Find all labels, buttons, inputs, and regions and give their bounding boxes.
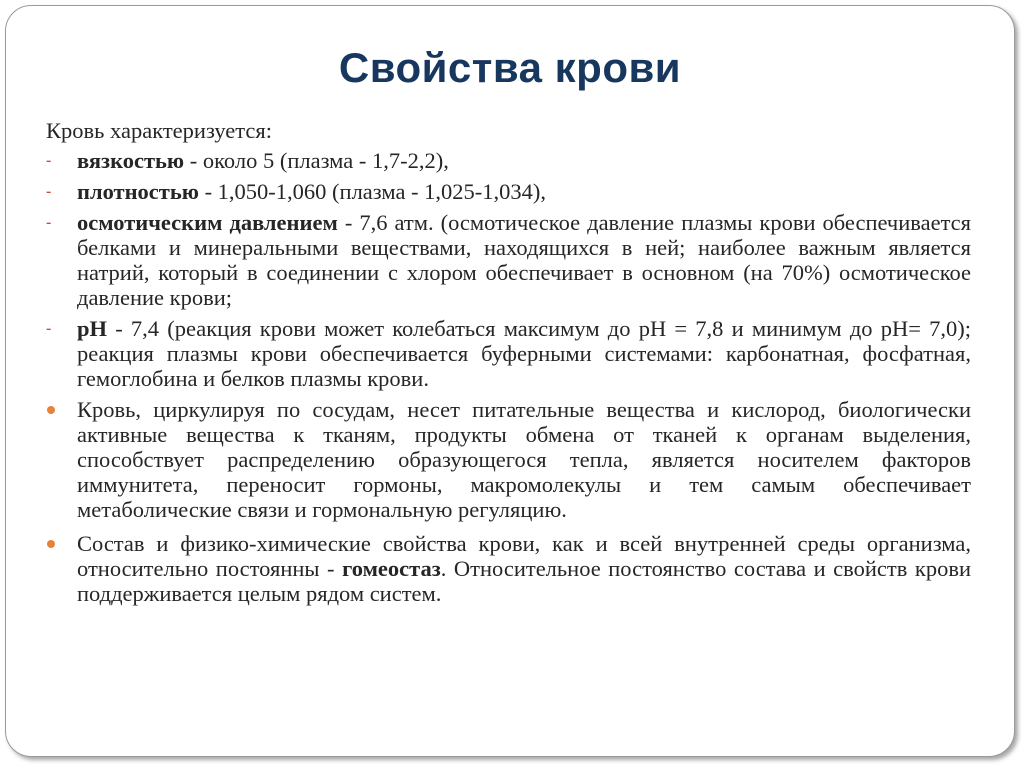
bullet-text: Кровь, циркулируя по сосудам, несет питательные вещества и кислород, биологически активные вещества к тканям, продукты обмена от тканей к органам выделения, способствует распределению образующегося тепла, является носителем факторов иммунитета, переносит гормоны, макромолекулы и тем самым обеспечивает метаболические связи и гормональную регуляцию. <box>77 397 971 522</box>
property-text: - около 5 (плазма - 1,7-2,2), <box>184 148 449 173</box>
dash-marker: - <box>46 214 52 231</box>
property-item-density <box>46 179 971 204</box>
bullet-dot-icon <box>47 540 55 548</box>
slide-content <box>46 118 971 615</box>
dash-marker: - <box>46 152 52 169</box>
property-term: вязкостью <box>77 148 185 173</box>
property-item-osmotic-pressure <box>46 210 971 310</box>
property-term: плотностью <box>77 179 199 204</box>
property-term: осмотическим давлением <box>77 210 338 235</box>
dash-marker: - <box>46 183 52 200</box>
slide-title: Свойства крови <box>338 44 682 91</box>
homeostasis-term: гомеостаз <box>342 556 441 581</box>
property-text: - 7,6 атм. (осмотическое давление плазмы крови обеспечивается белками и минеральными веществами, находящихся в ней; наиболее важным является натрий, который в соединении с хлором обеспечивает в основном (на 70%) осмотическое давление крови; <box>77 210 972 310</box>
bullet-dot-icon <box>47 406 55 414</box>
property-text: - 7,4 (реакция крови может колебаться максимум до pH = 7,8 и минимум до pH= 7,0); реакция плазмы крови обеспечивается буферными системами: карбонатная, фосфатная, гемоглобина и белков плазмы крови. <box>77 316 971 391</box>
property-item-viscosity <box>46 148 971 173</box>
bullet-item-homeostasis <box>46 531 971 606</box>
intro-text: Кровь характеризуется: <box>46 118 272 143</box>
property-item-ph <box>46 316 971 391</box>
slide-frame <box>5 5 1015 757</box>
bullet-item-circulation <box>46 397 971 522</box>
properties-list <box>46 148 971 391</box>
bullet-list <box>46 397 971 606</box>
dash-marker: - <box>46 320 52 337</box>
property-text: - 1,050-1,060 (плазма - 1,025-1,034), <box>198 179 547 204</box>
bullet-text: Состав и физико-химические свойства крови, как и всей внутренней среды организма, относительно постоянны - <box>77 531 971 581</box>
bullet-text-end: . Относительное постоянство состава и свойств крови поддерживается целым рядом систем. <box>77 556 971 606</box>
property-term: pH <box>77 316 108 341</box>
